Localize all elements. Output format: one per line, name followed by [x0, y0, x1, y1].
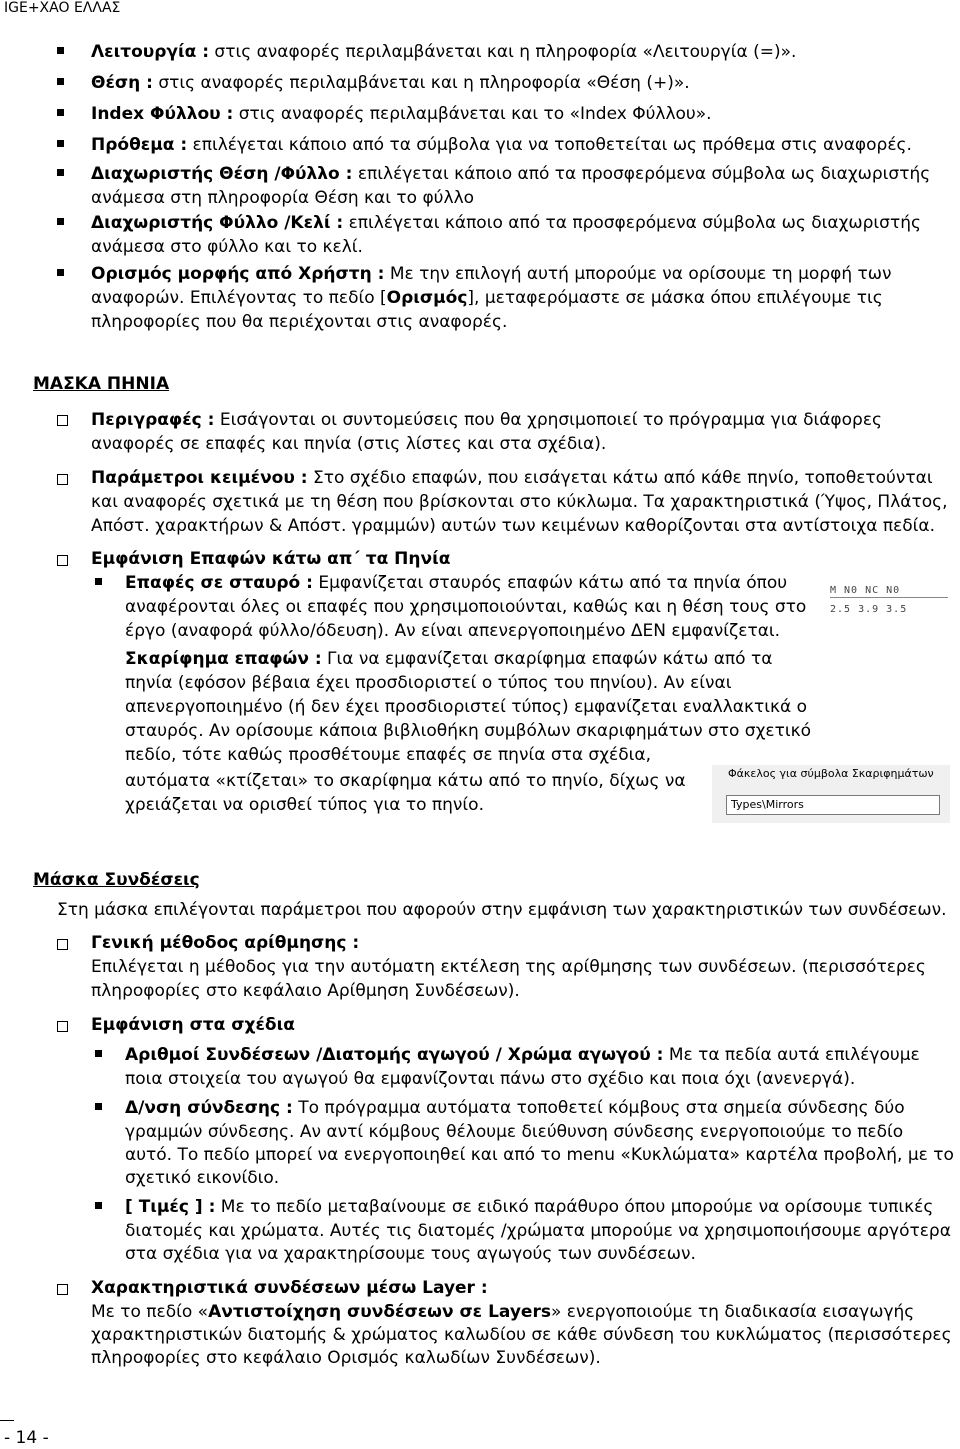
list-item-continuation: πληροφορίες στο κεφάλαιο Αρίθμηση Συνδέσεων). — [91, 981, 520, 1001]
list-item-continuation: σταυρός. Αν ορίσουμε κάποια βιβλιοθήκη συμβόλων σκαριφημάτων στο σχετικό — [125, 721, 811, 741]
list-item: Δ/νση σύνδεσης : Το πρόγραμμα αυτόματα τοποθετεί κόμβους στα σημεία σύνδεσης δύο — [125, 1098, 905, 1118]
list-item-continuation: χαρακτηριστικών διατομής & χρώματος καλωδίου σε κάθε σύνδεση του κυκλώματος (περισσότερες — [91, 1325, 952, 1345]
list-item-continuation: στα σχέδια για να χαρακτηρίσουμε τους αγωγούς των συνδέσεων. — [125, 1244, 696, 1264]
list-item: Index Φύλλου : στις αναφορές περιλαμβάνεται και το «Index Φύλλου». — [91, 104, 712, 124]
checkbox-bullet-icon — [57, 1284, 68, 1295]
list-item-continuation: πληροφορίες στο κεφάλαιο Ορισμός καλωδίων Συνδέσεων). — [91, 1348, 601, 1368]
list-item: Γενική μέθοδος αρίθμησης : — [91, 933, 360, 953]
checkbox-bullet-icon — [57, 474, 68, 485]
list-item: Εμφάνιση στα σχέδια — [91, 1015, 295, 1035]
square-bullet-icon — [95, 578, 102, 585]
figure-letters: M N0 NC N0 — [830, 585, 901, 596]
list-item: Περιγραφές : Εισάγονται οι συντομεύσεις που θα χρησιμοποιεί το πρόγραμμα για διάφορες — [91, 410, 883, 430]
list-item-continuation: αυτό. Το πεδίο μπορεί να ενεργοποιηθεί και από το menu «Κυκλώματα» καρτέλα προβολή, με το — [125, 1145, 954, 1165]
list-item-continuation: και αναφορές σχετικά με τη θέση που βρίσκονται στο κύκλωμα. Τα χαρακτηριστικά (Ύψος, Πλάτος, — [91, 492, 948, 512]
list-item: Διαχωριστής Θέση /Φύλλο : επιλέγεται κάποιο από τα προσφερόμενα σύμβολα ως διαχωριστής — [91, 164, 931, 184]
list-item: [ Τιμές ] : Με το πεδίο μεταβαίνουμε σε ειδικό παράθυρο όπου μπορούμε να ορίσουμε τυπικές — [125, 1197, 934, 1217]
list-item-continuation: χρειάζεται να ορισθεί τύπος για το πηνίο. — [125, 795, 484, 815]
footer-rule — [0, 1420, 14, 1421]
checkbox-bullet-icon — [57, 1021, 68, 1032]
list-item-continuation: διατομές και χρώματα. Αυτές τις διατομές /χρώματα μπορούμε να χρησιμοποιήσουμε αργότερα — [125, 1221, 951, 1241]
list-item: Σκαρίφημα επαφών : Για να εμφανίζεται σκαρίφημα επαφών κάτω από τα — [125, 649, 773, 669]
list-item: Θέση : στις αναφορές περιλαμβάνεται και η πληροφορία «Θέση (+)». — [91, 73, 690, 93]
document-header: IGE+XAO ΕΛΛΑΣ — [4, 0, 121, 16]
figure-divider — [830, 597, 948, 598]
list-item: Πρόθεμα : επιλέγεται κάποιο από τα σύμβολα για να τοποθετείται ως πρόθεμα στις αναφορές. — [91, 135, 912, 155]
list-item: Εμφάνιση Επαφών κάτω απ΄ τα Πηνία — [91, 549, 451, 569]
square-bullet-icon — [57, 78, 64, 85]
checkbox-bullet-icon — [57, 555, 68, 566]
list-item-continuation: ανάμεσα στο φύλλο και το κελί. — [91, 237, 363, 257]
list-item-continuation: πηνία (εφόσον βέβαια έχει προσδιοριστεί ο τύπος του πηνίου). Αν είναι — [125, 673, 732, 693]
list-item-continuation: σχετικό εικονίδιο. — [125, 1168, 280, 1188]
list-item: Αριθμοί Συνδέσεων /Διατομής αγωγού / Χρώμα αγωγού : Με τα πεδία αυτά επιλέγουμε — [125, 1045, 920, 1065]
list-item: Διαχωριστής Φύλλο /Κελί : επιλέγεται κάποιο από τα προσφερόμενα σύμβολα ως διαχωριστής — [91, 213, 921, 233]
checkbox-bullet-icon — [57, 415, 68, 426]
page-number: - 14 - — [4, 1428, 49, 1448]
square-bullet-icon — [95, 1103, 102, 1110]
list-item-continuation: πεδίο, τότε καθώς προσθέτουμε επαφές σε πηνία στα σχέδια, — [125, 745, 651, 765]
checkbox-bullet-icon — [57, 939, 68, 950]
list-item-continuation: αναφέρονται όλες οι επαφές που χρησιμοποιούνται, καθώς και η θέση τους στο — [125, 597, 807, 617]
square-bullet-icon — [95, 1050, 102, 1057]
square-bullet-icon — [95, 1202, 102, 1209]
section-title: Μάσκα Συνδέσεις — [33, 870, 200, 890]
list-item-continuation: Επιλέγεται η μέθοδος για την αυτόματη εκτέλεση της αρίθμησης των συνδέσεων. (περισσότερες — [91, 957, 926, 977]
list-item-continuation: πληροφορίες που θα περιέχονται στις αναφορές. — [91, 312, 508, 332]
square-bullet-icon — [57, 269, 64, 276]
list-item-continuation: απενεργοποιημένο (ή δεν έχει προσδιοριστεί τύπος) εμφανίζεται εναλλακτικά ο — [125, 697, 808, 717]
list-item-continuation: αναφορών. Επιλέγοντας το πεδίο [Ορισμός], μεταφερόμαστε σε μάσκα όπου επιλέγουμε τις — [91, 288, 883, 308]
list-item: Λειτουργία : στις αναφορές περιλαμβάνεται και η πληροφορία «Λειτουργία (=)». — [91, 42, 797, 62]
section-intro: Στη μάσκα επιλέγονται παράμετροι που αφορούν στην εμφάνιση των χαρακτηριστικών των συνδέσεων. — [57, 900, 947, 920]
folder-input-value: Types\Mirrors — [731, 798, 804, 811]
square-bullet-icon — [57, 47, 64, 54]
list-item-continuation: Απόστ. χαρακτήρων & Απόστ. γραμμών) αυτών των κειμένων καθορίζονται στα αντίστοιχα πεδία. — [91, 516, 936, 536]
list-item-continuation: ποια στοιχεία του αγωγού θα εμφανίζονται πάνω στο σχέδιο και ποια όχι (ανενεργά). — [125, 1069, 856, 1089]
symbol-folder-panel — [712, 765, 950, 823]
section-title: ΜΑΣΚΑ ΠΗΝΙΑ — [33, 374, 170, 394]
folder-input[interactable] — [726, 795, 940, 815]
list-item: Παράμετροι κειμένου : Στο σχέδιο επαφών, που εισάγεται κάτω από κάθε πηνίο, τοποθετούνται — [91, 468, 933, 488]
list-item-continuation: αυτόματα «κτίζεται» το σκαρίφημα κάτω από το πηνίο, δίχως να — [125, 771, 686, 791]
list-item-continuation: γραμμών σύνδεσης. Αν αντί κόμβους θέλουμε διεύθυνση σύνδεσης ενεργοποιούμε το πεδίο — [125, 1122, 904, 1142]
list-item-continuation: αναφορές σε επαφές και πηνία (στις λίστες και στα σχέδια). — [91, 434, 607, 454]
list-item-continuation: ανάμεσα στη πληροφορία Θέση και το φύλλο — [91, 188, 475, 208]
list-item: Χαρακτηριστικά συνδέσεων μέσω Layer : — [91, 1278, 488, 1298]
square-bullet-icon — [57, 218, 64, 225]
list-item: Ορισμός μορφής από Χρήστη : Με την επιλογή αυτή μπορούμε να ορίσουμε τη μορφή των — [91, 264, 892, 284]
figure-numbers: 2.5 3.9 3.5 — [830, 604, 908, 615]
list-item-continuation: Με το πεδίο «Αντιστοίχηση συνδέσεων σε Layers» ενεργοποιούμε τη διαδικασία εισαγωγής — [91, 1302, 915, 1322]
square-bullet-icon — [57, 169, 64, 176]
square-bullet-icon — [57, 140, 64, 147]
square-bullet-icon — [57, 109, 64, 116]
folder-field-label: Φάκελος για σύμβολα Σκαριφημάτων — [728, 767, 934, 780]
list-item: Επαφές σε σταυρό : Εμφανίζεται σταυρός επαφών κάτω από τα πηνία όπου — [125, 573, 788, 593]
contact-cross-figure — [830, 585, 948, 625]
list-item-continuation: έργο (αναφορά φύλλο/όδευση). Αν είναι απενεργοποιημένο ΔΕΝ εμφανίζεται. — [125, 621, 781, 641]
